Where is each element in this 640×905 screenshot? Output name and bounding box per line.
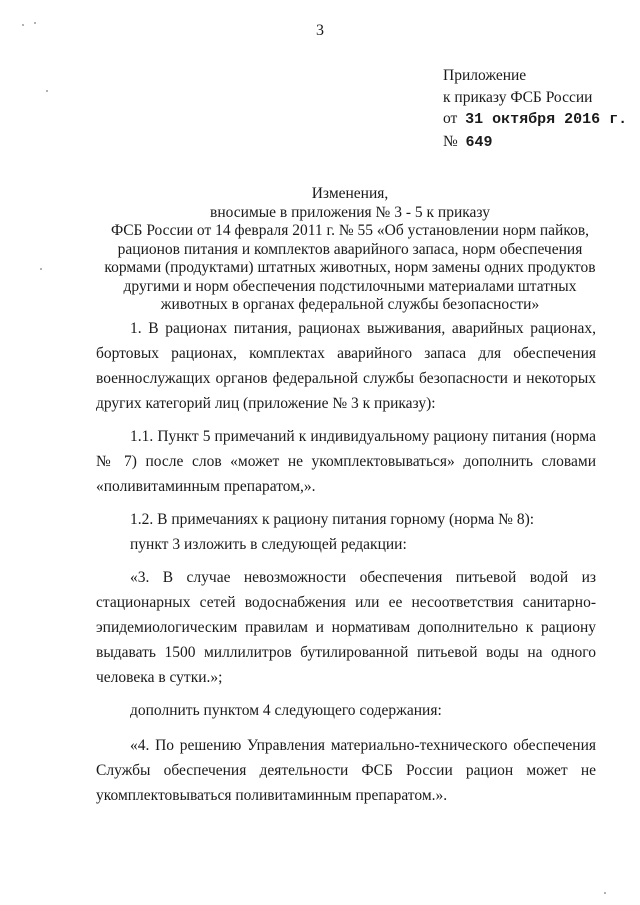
annex-number-prefix: № <box>443 132 458 150</box>
paragraph-item-4: «4. По решению Управления материально-технического обеспечения Службы обеспечения деятельности ФСБ России рацион может не укомплектовываться поливитаминным препаратом.». <box>96 737 596 804</box>
heading-line: животных в органах федеральной службы безопасности» <box>160 296 540 313</box>
annex-date <box>443 108 627 131</box>
annex-block <box>443 65 627 153</box>
annex-title: Приложение <box>443 67 527 84</box>
page-number: 3 <box>316 22 324 39</box>
scan-speck <box>40 268 42 270</box>
paragraph-1: 1. В рационах питания, рационах выживания, аварийных рационах, бортовых рационах, комплектах аварийного запаса для обеспечения военнослужащих органов федеральной службы безопасности и некоторых других категорий лиц (приложение № 3 к приказу): <box>96 320 596 412</box>
heading-line: ФСБ России от 14 февраля 2011 г. № 55 «Об установлении норм пайков, <box>110 222 590 239</box>
paragraph-item-3: «3. В случае невозможности обеспечения питьевой водой из стационарных сетей водоснабжения или ее несоответствия санитарно-эпидемиологическим правилам и нормативам дополнительно к рациону выдавать 1500 миллилитров бутилированной питьевой воды на одного человека в сутки.»; <box>96 569 596 686</box>
paragraph-1-2: 1.2. В примечаниях к рациону питания горному (норма № 8): <box>130 511 535 528</box>
annex-date-value: 31 октября 2016 г. <box>465 111 628 128</box>
annex-date-prefix: от <box>443 110 458 127</box>
scan-speck <box>604 892 606 894</box>
paragraph-1-1: 1.1. Пункт 5 примечаний к индивидуальному рациону питания (норма № 7) после слов «может не укомплектовываться» дополнить словами «поливитаминным препаратом,». <box>96 428 596 495</box>
annex-order-ref: к приказу ФСБ России <box>443 88 593 106</box>
heading-line: Изменения, <box>311 185 389 202</box>
document-heading <box>80 185 620 315</box>
annex-number <box>443 131 627 154</box>
annex-number-value: 649 <box>465 133 493 151</box>
paragraph-item-3-intro: пункт 3 изложить в следующей редакции: <box>130 536 407 553</box>
heading-line: кормами (продуктами) штатных животных, норм замены одних продуктов <box>104 259 596 276</box>
heading-line: рационов питания и комплектов аварийного запаса, норм обеспечения <box>117 240 583 258</box>
document-body <box>96 316 596 808</box>
heading-line: вносимые в приложения № 3 - 5 к приказу <box>210 203 490 221</box>
heading-line: другими и норм обеспечения подстилочными материалами штатных <box>123 277 577 295</box>
scan-speck <box>46 90 48 92</box>
paragraph-item-4-intro: дополнить пунктом 4 следующего содержания: <box>130 702 442 719</box>
